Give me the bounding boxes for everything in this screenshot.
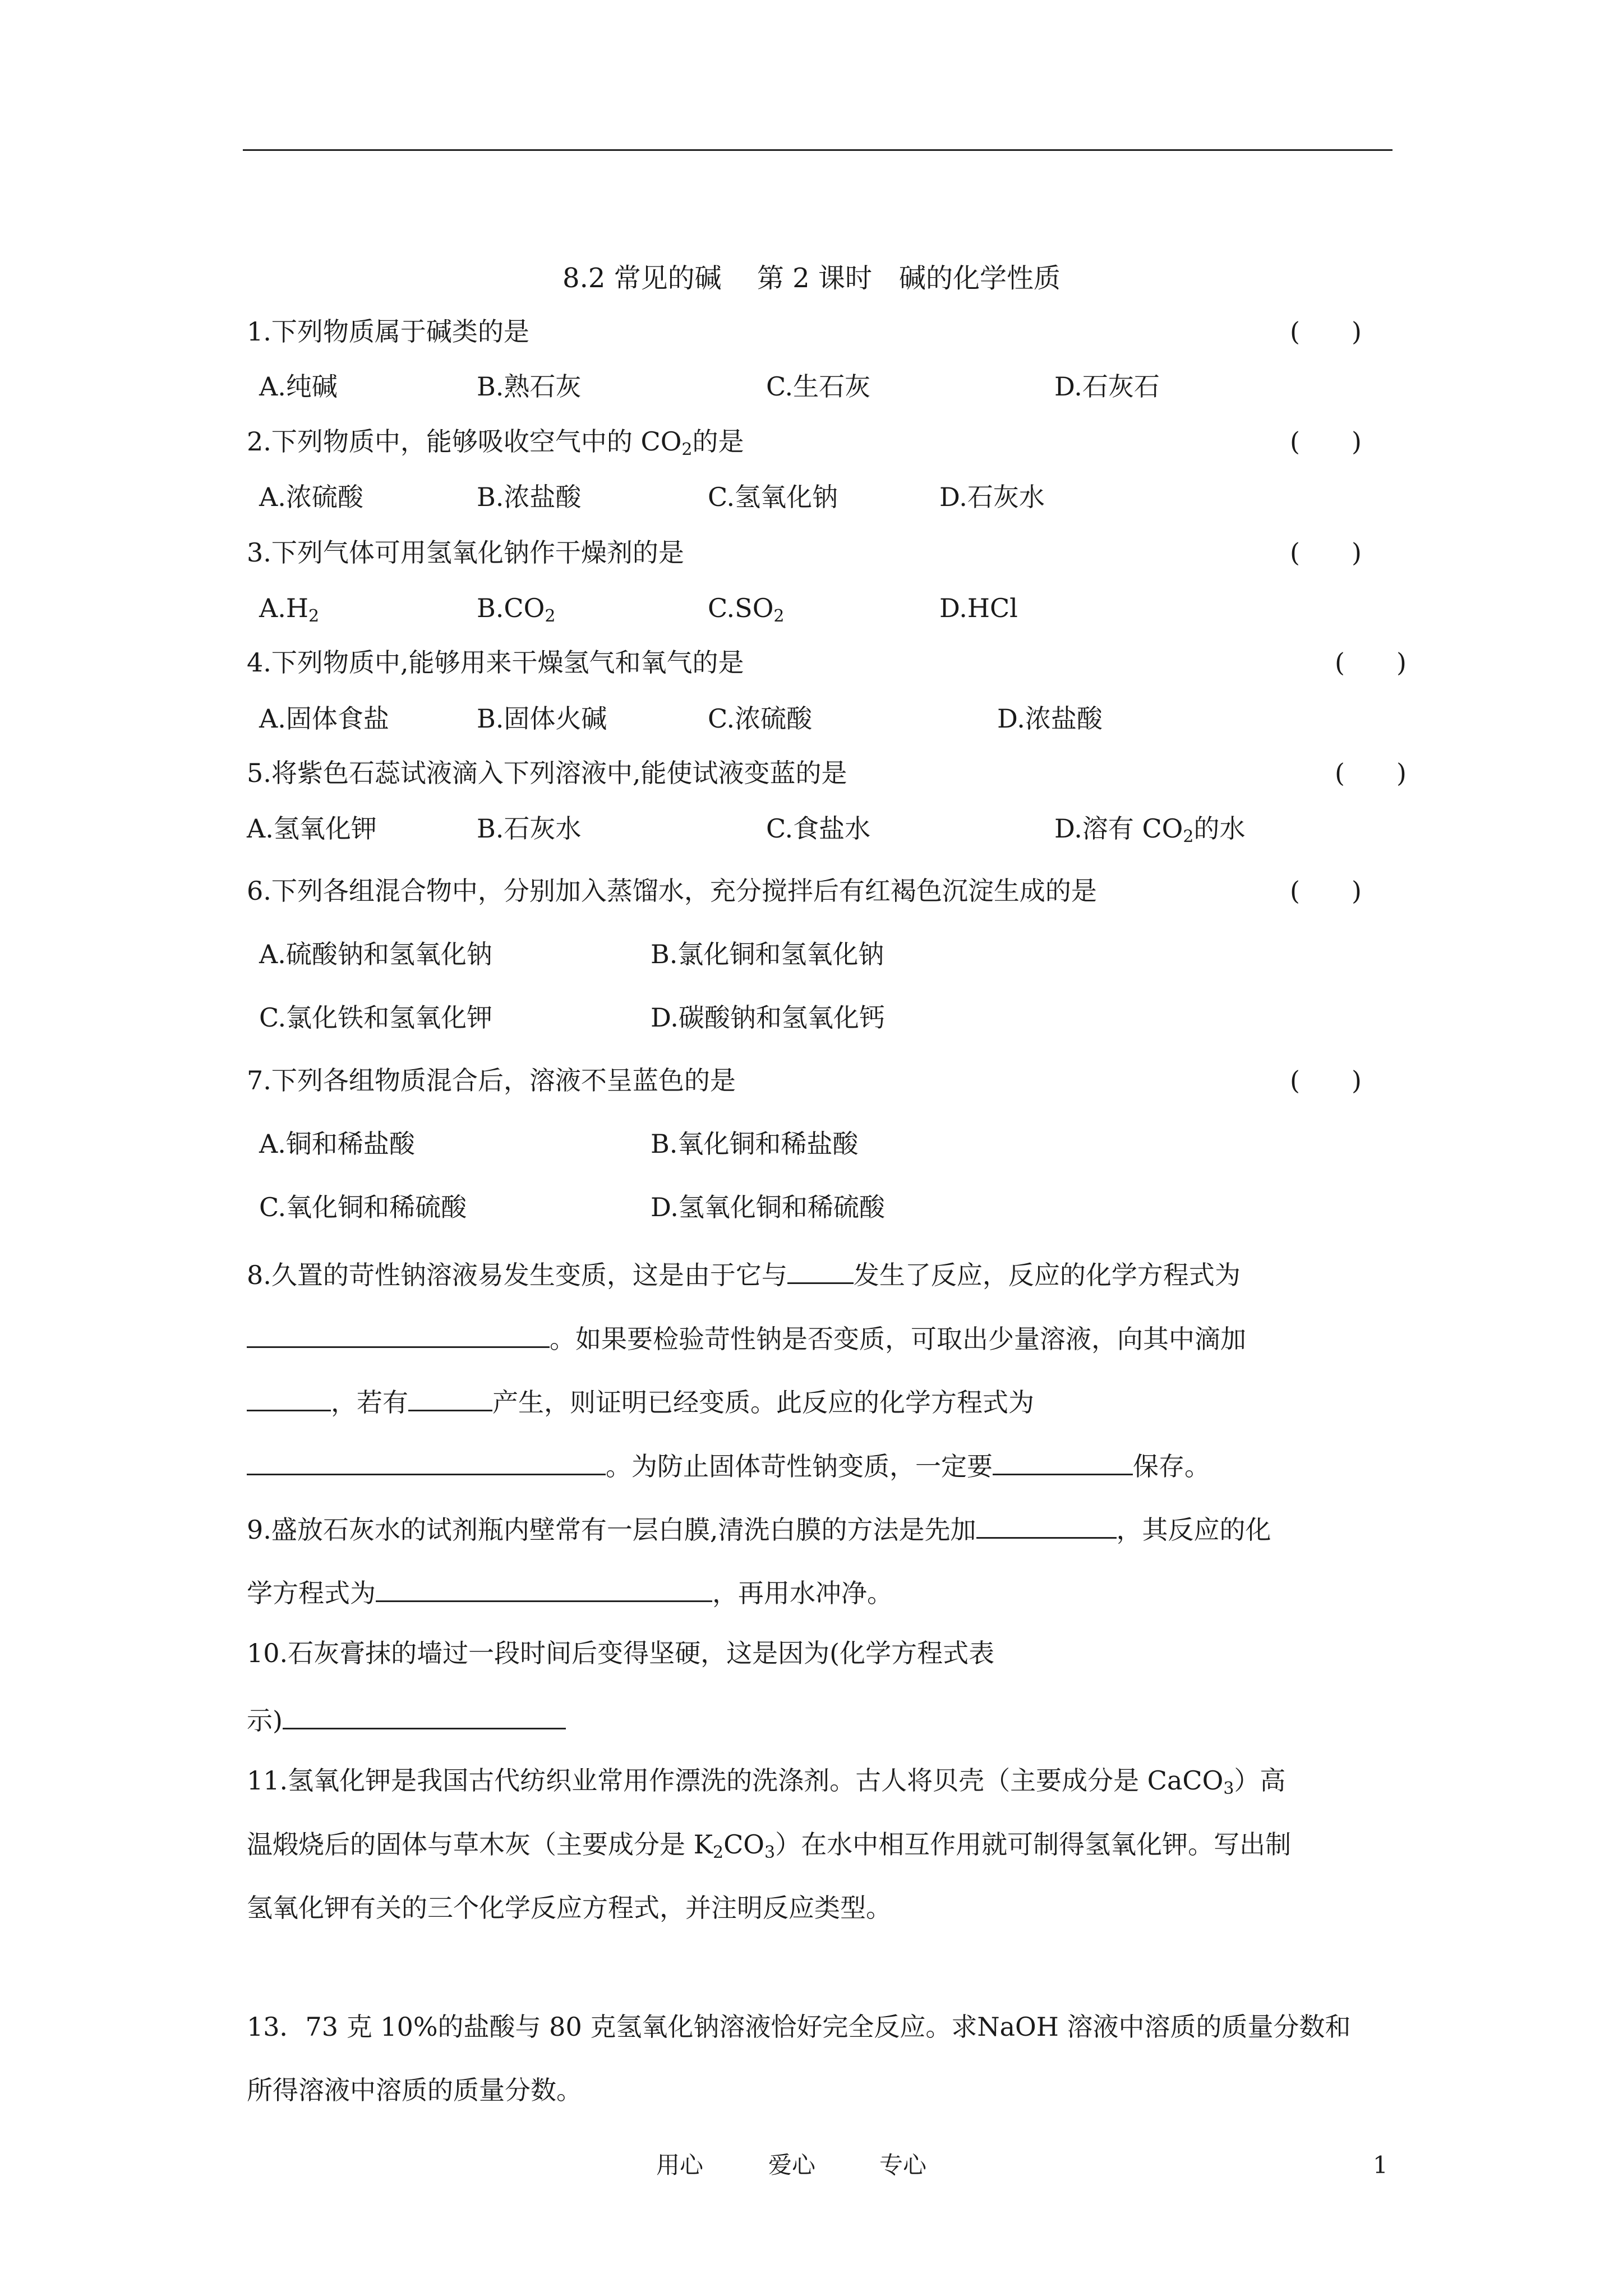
option-c: $C.SO_2$: [708, 593, 785, 626]
option-b: B.固体火碱: [477, 703, 607, 734]
fill-in-blank[interactable]: [976, 1509, 1117, 1539]
question-7-stem: 7.下列各组物质混合后，溶液不呈蓝色的是: [247, 1065, 736, 1096]
footer-motto-2: 爱心: [768, 2151, 816, 2179]
answer-bracket: ( ): [1290, 1065, 1362, 1096]
option-b: B.氯化铜和氢氧化钠: [651, 939, 884, 969]
question-8-line-1: 8.久置的苛性钠溶液易发生变质，这是由于它与 发生了反应，反应的化学方程式为: [247, 1254, 1241, 1292]
option-c: C.氯化铁和氢氧化钾: [259, 1002, 493, 1033]
option-d: D.HCl: [939, 593, 1018, 623]
option-b: B.浓盐酸: [477, 482, 582, 512]
fill-in-blank[interactable]: [247, 1382, 331, 1411]
question-13-line-1: 13．73 克 10%的盐酸与 80 克氢氧化钠溶液恰好完全反应。求NaOH 溶液中溶质的质量分数和: [247, 2012, 1351, 2042]
footer-motto-3: 专心: [879, 2151, 927, 2179]
footer-motto-1: 用心: [656, 2151, 704, 2179]
question-10-line-1: 10.石灰膏抹的墙过一段时间后变得坚硬，这是因为(化学方程式表: [247, 1638, 995, 1668]
question-9-line-1: 9.盛放石灰水的试剂瓶内壁常有一层白膜,清洗白膜的方法是先加 ，其反应的化: [247, 1509, 1271, 1547]
answer-bracket: ( ): [1335, 647, 1407, 678]
option-d: D.浓盐酸: [997, 703, 1103, 734]
question-6-stem: 6.下列各组混合物中，分别加入蒸馏水，充分搅拌后有红褐色沉淀生成的是: [247, 876, 1097, 906]
option-d: D.碳酸钠和氢氧化钙: [651, 1002, 885, 1033]
fill-in-blank[interactable]: [787, 1254, 854, 1284]
question-4-stem: 4.下列物质中,能够用来干燥氢气和氧气的是: [247, 647, 744, 678]
answer-bracket: ( ): [1335, 758, 1407, 788]
option-b: B.氧化铜和稀盐酸: [651, 1129, 859, 1159]
option-c: C.氢氧化钠: [708, 482, 838, 512]
option-a: A.固体食盐: [259, 703, 389, 734]
answer-bracket: ( ): [1290, 876, 1362, 906]
question-8-line-4: 。为防止固体苛性钠变质，一定要 保存。: [247, 1446, 1210, 1484]
question-11-line-1: 11.氢氧化钾是我国古代纺织业常用作漂洗的洗涤剂。古人将贝壳（主要成分是 CaCO$_3$）高: [247, 1765, 1286, 1798]
fill-in-blank[interactable]: [993, 1446, 1133, 1475]
option-d: D.石灰水: [939, 482, 1045, 512]
option-b: B.石灰水: [477, 813, 582, 844]
question-11-line-2: 温煅烧后的固体与草木灰（主要成分是 $K_2CO_3$）在水中相互作用就可制得氢氧化钾。写出制: [247, 1829, 1292, 1862]
answer-bracket: ( ): [1290, 316, 1362, 347]
question-11-line-3: 氢氧化钾有关的三个化学反应方程式，并注明反应类型。: [247, 1893, 892, 1923]
option-c: C.生石灰: [766, 371, 871, 402]
fill-in-blank[interactable]: [283, 1700, 566, 1729]
page-title: 8.2 常见的碱 第 2 课时 碱的化学性质: [562, 263, 1061, 294]
answer-bracket: ( ): [1290, 537, 1362, 568]
option-a: A.铜和稀盐酸: [259, 1129, 415, 1159]
question-8-line-2: 。如果要检验苛性钠是否变质，可取出少量溶液，向其中滴加: [247, 1318, 1246, 1356]
option-d: D.石灰石: [1054, 371, 1160, 402]
question-3-stem: 3.下列气体可用氢氧化钠作干燥剂的是: [247, 537, 684, 568]
page-number: 1: [1373, 2151, 1388, 2179]
header-rule: [243, 149, 1393, 151]
option-a: A.纯碱: [259, 371, 338, 402]
question-13-line-2: 所得溶液中溶质的质量分数。: [247, 2075, 582, 2105]
fill-in-blank[interactable]: [247, 1446, 606, 1475]
question-1-stem: 1.下列物质属于碱类的是: [247, 316, 529, 347]
option-a: $A.H_2$: [259, 593, 320, 626]
question-10-line-2: 示): [247, 1700, 566, 1738]
option-d: D.溶有 $CO_2$的水: [1054, 813, 1246, 846]
answer-bracket: ( ): [1290, 426, 1362, 457]
option-b: $B.CO_2$: [477, 593, 556, 626]
fill-in-blank[interactable]: [247, 1318, 550, 1348]
question-5-stem: 5.将紫色石蕊试液滴入下列溶液中,能使试液变蓝的是: [247, 758, 847, 788]
question-2-stem: 2.下列物质中，能够吸收空气中的 $CO_2$的是: [247, 426, 744, 459]
option-b: B.熟石灰: [477, 371, 582, 402]
option-a: A.氢氧化钾: [247, 813, 377, 844]
option-c: C.氧化铜和稀硫酸: [259, 1192, 467, 1222]
option-a: A.浓硫酸: [259, 482, 363, 512]
option-c: C.食盐水: [766, 813, 871, 844]
option-a: A.硫酸钠和氢氧化钠: [259, 939, 492, 969]
question-9-line-2: 学方程式为 ，再用水冲净。: [247, 1572, 893, 1611]
question-8-line-3: ，若有 产生，则证明已经变质。此反应的化学方程式为: [247, 1382, 1034, 1420]
fill-in-blank[interactable]: [408, 1382, 492, 1411]
option-d: D.氢氧化铜和稀硫酸: [651, 1192, 885, 1222]
option-c: C.浓硫酸: [708, 703, 813, 734]
fill-in-blank[interactable]: [376, 1572, 712, 1602]
